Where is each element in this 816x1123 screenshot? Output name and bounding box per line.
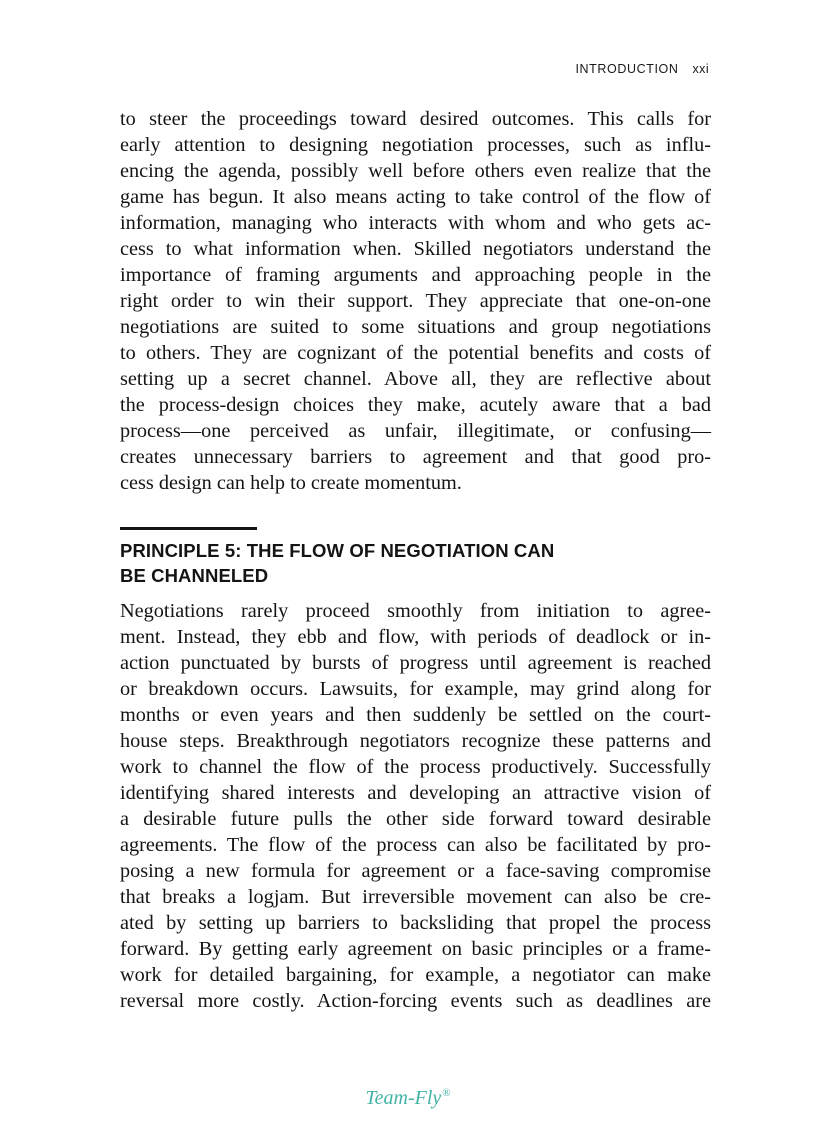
section-title: INTRODUCTION: [575, 62, 679, 76]
text-line: right order to win their support. They appreciate that one-on-one: [120, 290, 711, 312]
heading-line: PRINCIPLE 5: THE FLOW OF NEGOTIATION CAN: [120, 540, 555, 561]
text-line: work to channel the flow of the process productively. Successfully: [120, 756, 711, 778]
text-line: ment. Instead, they ebb and flow, with periods of deadlock or in-: [120, 626, 711, 648]
text-line: identifying shared interests and developing an attractive vision of: [120, 782, 711, 804]
heading-line: BE CHANNELED: [120, 565, 269, 586]
text-line: reversal more costly. Action-forcing events such as deadlines are: [120, 990, 711, 1012]
text-line: posing a new formula for agreement or a face-saving compromise: [120, 860, 711, 882]
logo-text: Team-Fly: [365, 1087, 442, 1109]
text-line: process—one perceived as unfair, illegitimate, or confusing—: [120, 420, 711, 442]
text-line: game has begun. It also means acting to take control of the flow of: [120, 186, 711, 208]
text-line: forward. By getting early agreement on basic principles or a frame-: [120, 938, 711, 960]
text-line: ated by setting up barriers to backsliding that propel the process: [120, 912, 711, 934]
text-line: action punctuated by bursts of progress until agreement is reached: [120, 652, 711, 674]
text-line: house steps. Breakthrough negotiators recognize these patterns and: [120, 730, 711, 752]
paragraph-1: [120, 106, 711, 496]
text-line: a desirable future pulls the other side forward toward desirable: [120, 808, 711, 830]
text-line: cess design can help to create momentum.: [120, 472, 462, 494]
text-line: to steer the proceedings toward desired outcomes. This calls for: [120, 108, 711, 130]
section-heading: [120, 538, 711, 588]
text-line: encing the agenda, possibly well before others even realize that the: [120, 160, 711, 182]
text-line: or breakdown occurs. Lawsuits, for example, may grind along for: [120, 678, 711, 700]
text-line: information, managing who interacts with whom and who gets ac-: [120, 212, 711, 234]
paragraph-2: [120, 598, 711, 1014]
text-line: creates unnecessary barriers to agreement and that good pro-: [120, 446, 711, 468]
text-line: to others. They are cognizant of the potential benefits and costs of: [120, 342, 711, 364]
team-fly-logo[interactable]: [0, 1087, 816, 1110]
text-line: that breaks a logjam. But irreversible movement can also be cre-: [120, 886, 711, 908]
page-number: xxi: [692, 62, 709, 76]
section-rule: [120, 527, 257, 530]
text-line: months or even years and then suddenly be settled on the court-: [120, 704, 711, 726]
registered-mark: ®: [442, 1087, 451, 1099]
running-header: [575, 62, 709, 76]
text-line: the process-design choices they make, acutely aware that a bad: [120, 394, 711, 416]
text-line: Negotiations rarely proceed smoothly from initiation to agree-: [120, 600, 711, 622]
text-line: cess to what information when. Skilled negotiators understand the: [120, 238, 711, 260]
text-line: work for detailed bargaining, for example, a negotiator can make: [120, 964, 711, 986]
text-line: agreements. The flow of the process can also be facilitated by pro-: [120, 834, 711, 856]
text-line: importance of framing arguments and approaching people in the: [120, 264, 711, 286]
text-line: early attention to designing negotiation processes, such as influ-: [120, 134, 711, 156]
text-line: negotiations are suited to some situations and group negotiations: [120, 316, 711, 338]
text-line: setting up a secret channel. Above all, they are reflective about: [120, 368, 711, 390]
